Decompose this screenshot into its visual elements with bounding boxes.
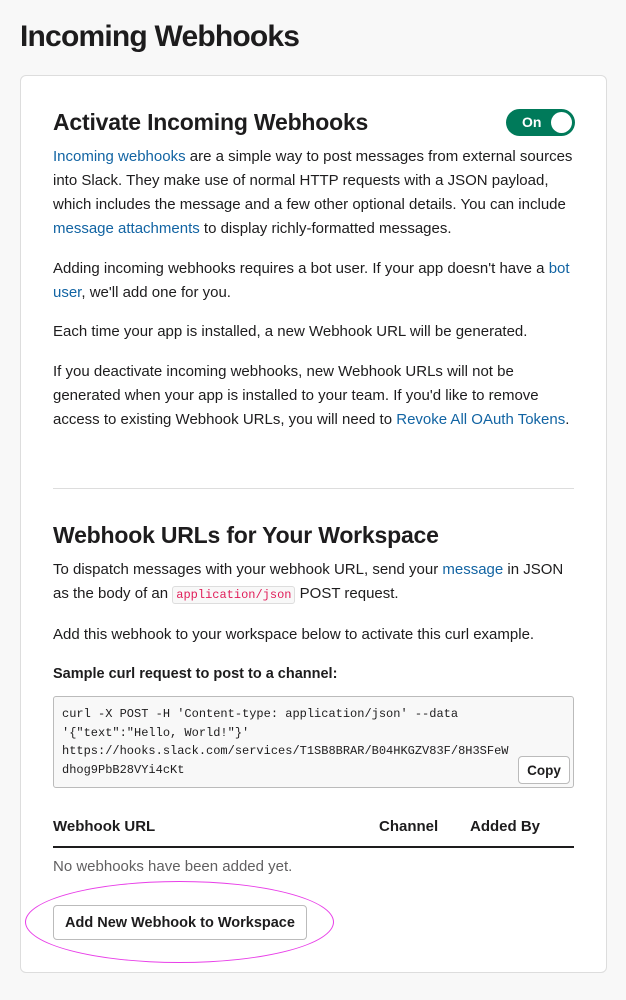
message-attachments-link[interactable]: message attachments [53, 220, 200, 237]
intro-text-1: are a simple way to post messages from external sources into Slack. They make use of normal HTTP requests with a JSON payload, which includes the message and a few other optional details. You can include [53, 148, 573, 213]
workspace-heading: Webhook URLs for Your Workspace [53, 522, 439, 548]
add-webhook-instructions: Add this webhook to your workspace below to activate this curl example. [53, 626, 535, 643]
toggle-knob [551, 112, 572, 133]
bot-text-1: Adding incoming webhooks requires a bot user. If your app doesn't have a [53, 260, 549, 277]
table-header-rule [53, 846, 574, 848]
intro-text-2: to display richly-formatted messages. [199, 220, 452, 237]
empty-table-message: No webhooks have been added yet. [53, 858, 293, 875]
activate-heading: Activate Incoming Webhooks [53, 109, 369, 135]
dispatch-text-1: To dispatch messages with your webhook URL, send your [53, 561, 443, 578]
revoke-tokens-link[interactable]: Revoke All OAuth Tokens [396, 411, 566, 428]
toggle-label: On [522, 114, 542, 130]
content-type-code: application/json [172, 586, 295, 604]
copy-button[interactable]: Copy [518, 756, 570, 784]
bot-user-link[interactable]: bot user [53, 260, 570, 301]
section-divider [53, 488, 574, 489]
column-header-channel: Channel [379, 818, 439, 835]
deactivate-text-1: If you deactivate incoming webhooks, new Webhook URLs will not be generated when your app is installed to your team. If you'd like to remove access to existing Webhook URLs, you will need to [53, 363, 539, 428]
bot-user-paragraph [53, 257, 578, 305]
column-header-webhook-url: Webhook URL [53, 818, 156, 835]
curl-label: Sample curl request to post to a channel: [53, 666, 338, 682]
webhooks-card [20, 75, 607, 973]
page-title: Incoming Webhooks [20, 20, 300, 53]
message-link[interactable]: message [442, 561, 504, 578]
add-new-webhook-button[interactable]: Add New Webhook to Workspace [53, 905, 307, 940]
install-paragraph: Each time your app is installed, a new Webhook URL will be generated. [53, 323, 528, 340]
curl-code[interactable]: curl -X POST -H 'Content-type: application/json' --data '{"text":"Hello, World!"}' https://hooks.slack.com/services/T1SB8BRAR/B04HKGZV83F/8H3SFeW dhog9PbB28VYi4cKt [62, 707, 509, 777]
activate-intro-paragraph [53, 145, 578, 241]
dispatch-text-3: POST request. [295, 585, 399, 602]
deactivate-text-2: . [565, 411, 570, 428]
dispatch-paragraph [53, 558, 578, 607]
activate-toggle[interactable] [506, 109, 575, 136]
column-header-added-by: Added By [470, 818, 541, 835]
curl-code-block [53, 696, 574, 788]
dispatch-text-2: in JSON as the body of an [53, 561, 564, 602]
incoming-webhooks-link[interactable]: Incoming webhooks [53, 148, 186, 165]
bot-text-2: , we'll add one for you. [81, 284, 231, 301]
deactivate-paragraph [53, 360, 578, 432]
